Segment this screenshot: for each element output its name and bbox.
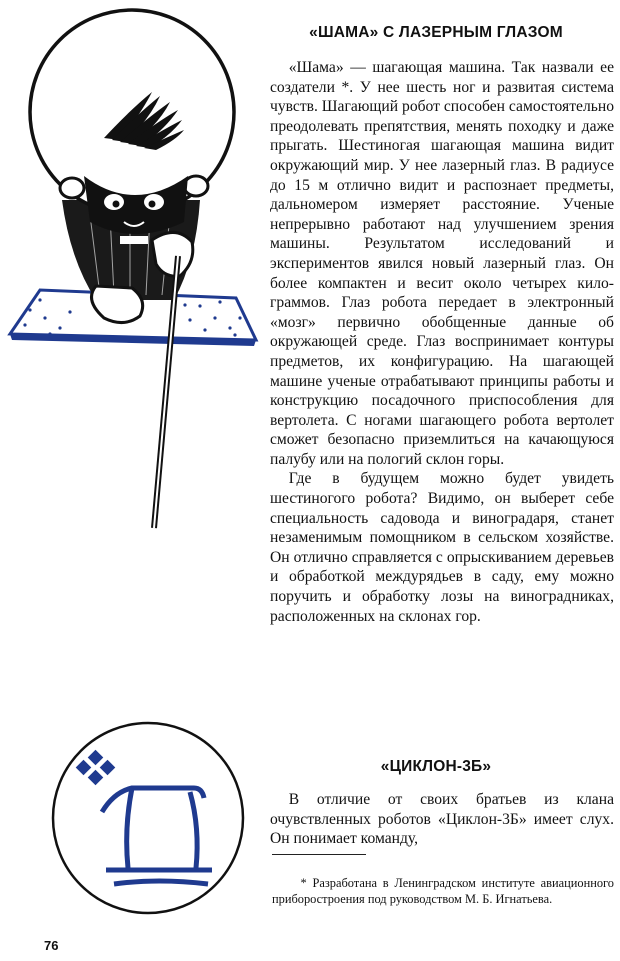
page-number: 76 [44, 938, 59, 953]
section-body-cyclone [270, 790, 614, 849]
cyclone-emblem-illustration [48, 718, 248, 918]
footnote [272, 876, 614, 907]
paragraph: «Шама» — шагающая машина. Так назвали ее создатели *. У нее шесть ног и развитая система чувств. Шагающий робот способен самостоятельно преодолевать препятствия, менять походку и даже прыгать. Шестиногая шагающая машина видит окружающий мир. У нее лазерный глаз. В радиусе до 15 м отлично видит и распознает предметы, дальномером измеряет расстояние. Ученые непрерывно работают над улучшением зрения машины. Результатом исследований и экспериментов явился новый лазерный глаз. Он более компактен и весит около четырех килограммов. Глаз робота передает в электронный «мозг» первично обобщенные данные об окружающей среде. Глаз воспринимает контуры предметов, их конфигурацию. На шагающей машине ученые отрабатывают принципы работы и конструкцию посадочного приспособления для вертолета. С ногами шагающего робота вертолет сможет безопасно приземлиться на качающуюся палубу или на пологий склон горы. [270, 59, 614, 468]
robot-cartoon-illustration [0, 0, 262, 540]
section-heading-cyclone: «ЦИКЛОН-3Б» [380, 758, 492, 775]
footnote-text: * Разработана в Ленинградском институте авиационного приборостроения под руководством М. Б. Игнатьева. [272, 876, 614, 906]
paragraph: В отличие от своих братьев из клана очувствленных роботов «Циклон-3Б» имеет слух. Он понимает команду, [270, 791, 614, 848]
paragraph: Где в будущем можно будет увидеть шестиногого робота? Видимо, он выберет себе специальность садовода и виноградаря, станет незаменимым помощником в сельском хозяйстве. Он отлично справляется с опрыскиванием деревьев и обработкой междурядьев в саду, ему можно поручить и обработку лозы на виноградниках, расположенных на склонах гор. [270, 470, 614, 625]
section-heading-shama: «ШАМА» С ЛАЗЕРНЫМ ГЛАЗОМ [309, 24, 563, 41]
footnote-divider [272, 854, 366, 855]
section-body-shama [270, 58, 614, 626]
